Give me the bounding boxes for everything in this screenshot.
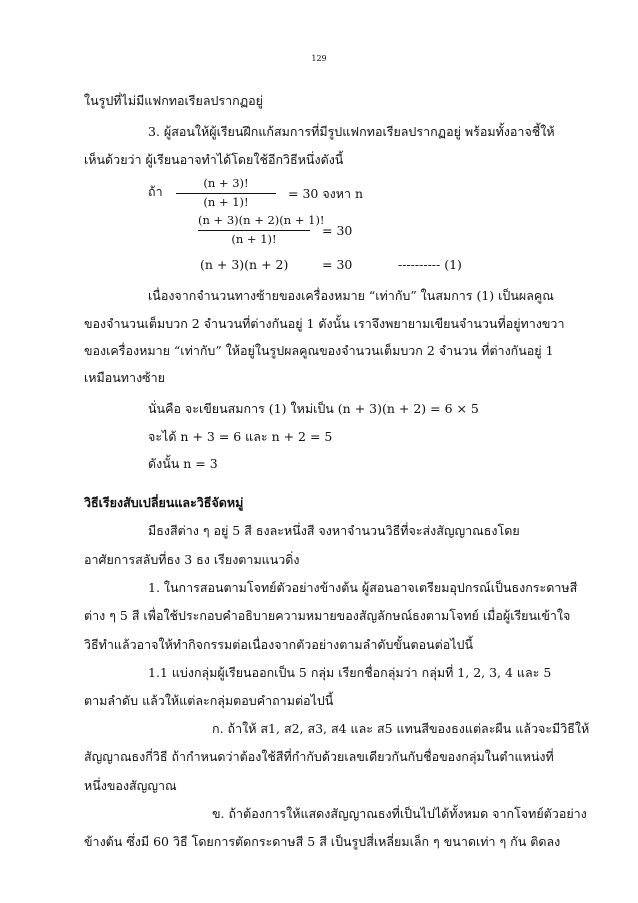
text-line: ในรูปที่ไม่มีแฟกทอเรียลปรากฏอยู่ xyxy=(84,93,263,108)
text-line: 3. ผู้สอนให้ผู้เรียนฝึกแก้สมการที่มีรูปแฟกทอเรียลปรากฏอยู่ พร้อมทั้งอาจชี้ให้ xyxy=(148,124,555,139)
text-line: ของเครื่องหมาย “เท่ากับ” ให้อยู่ในรูปผลคูณของจำนวนเต็มบวก 2 จำนวน ที่ต่างกันอยู่ 1 xyxy=(84,343,554,358)
fraction-bar xyxy=(176,193,276,194)
text-line: นั่นคือ จะเขียนสมการ (1) ใหม่เป็น (n + 3)(n + 2) = 6 × 5 xyxy=(148,401,479,416)
fraction-numerator: (n + 3)(n + 2)(n + 1)! xyxy=(198,213,325,227)
text-line: ดังนั้น n = 3 xyxy=(148,456,218,471)
fraction-denominator: (n + 1)! xyxy=(231,232,277,246)
fraction-numerator: (n + 3)! xyxy=(203,176,249,190)
text-line: จะได้ n + 3 = 6 และ n + 2 = 5 xyxy=(148,429,333,444)
fraction-denominator: (n + 1)! xyxy=(203,195,249,209)
section-heading: วิธีเรียงสับเปลี่ยนและวิธีจัดหมู่ xyxy=(84,495,244,510)
fraction-bar xyxy=(198,230,310,231)
text-line: ก. ถ้าให้ ส1, ส2, ส3, ส4 และ ส5 แทนสีของธงแต่ละผืน แล้วจะมีวิธีให้ xyxy=(212,721,590,736)
equation-label: ---------- (1) xyxy=(398,257,462,272)
equation-rhs: = 30 xyxy=(322,257,353,272)
equation-lhs: (n + 3)(n + 2) xyxy=(200,257,289,272)
text-line: สัญญาณธงกี่วิธี ถ้ากำหนดว่าต้องใช้สีที่กำกับด้วยเลขเดียวกันกับชื่อของกลุ่มในตำแหน่งที่ xyxy=(84,749,554,764)
text-line: มีธงสีต่าง ๆ อยู่ 5 สี ธงละหนึ่งสี จงหาจำนวนวิธีที่จะส่งสัญญาณธงโดย xyxy=(148,523,520,538)
text-line: หนึ่งของสัญญาณ xyxy=(84,778,177,793)
text-line: ข้างต้น ซึ่งมี 60 วิธี โดยการตัดกระดาษสี 5 สี เป็นรูปสี่เหลี่ยมเล็ก ๆ ขนาดเท่า ๆ กัน ติดลง xyxy=(84,834,561,849)
page-number: 129 xyxy=(311,54,327,63)
text-line: ข. ถ้าต้องการให้แสดงสัญญาณธงที่เป็นไปได้ทั้งหมด จากโจทย์ตัวอย่าง xyxy=(212,806,587,821)
text-line: ต่าง ๆ 5 สี เพื่อใช้ประกอบคำอธิบายความหมายของสัญลักษณ์ธงตามโจทย์ เมื่อผู้เรียนเข้าใจ xyxy=(84,608,571,623)
text-line: เนื่องจากจำนวนทางซ้ายของเครื่องหมาย “เท่ากับ” ในสมการ (1) เป็นผลคูณ xyxy=(148,288,554,303)
text-line: ของจำนวนเต็มบวก 2 จำนวนที่ต่างกันอยู่ 1 ดังนั้น เราจึงพยายามเขียนจำนวนที่อยู่ทางขวา xyxy=(84,316,565,331)
text-line: เห็นด้วยว่า ผู้เรียนอาจทำได้โดยใช้อีกวิธีหนึ่งดังนี้ xyxy=(84,152,344,167)
if-word: ถ้า xyxy=(148,184,163,199)
text-line: อาศัยการสลับที่ธง 3 ธง เรียงตามแนวดิ่ง xyxy=(84,552,300,567)
text-line: 1.1 แบ่งกลุ่มผู้เรียนออกเป็น 5 กลุ่ม เรียกชื่อกลุ่มว่า กลุ่มที่ 1, 2, 3, 4 และ 5 xyxy=(148,665,552,680)
equation-rhs: = 30 xyxy=(322,223,353,238)
text-line: ตามลำดับ แล้วให้แต่ละกลุ่มตอบคำถามต่อไปนี้ xyxy=(84,693,334,708)
text-line: เหมือนทางซ้าย xyxy=(84,370,165,385)
text-line: วิธีทำแล้วอาจให้ทำกิจกรรมต่อเนื่องจากตัวอย่างตามลำดับขั้นตอนต่อไปนี้ xyxy=(84,637,474,652)
equation-rhs: = 30 จงหา n xyxy=(288,186,364,201)
text-line: 1. ในการสอนตามโจทย์ตัวอย่างข้างต้น ผู้สอนอาจเตรียมอุปกรณ์เป็นธงกระดาษสี xyxy=(148,580,578,595)
